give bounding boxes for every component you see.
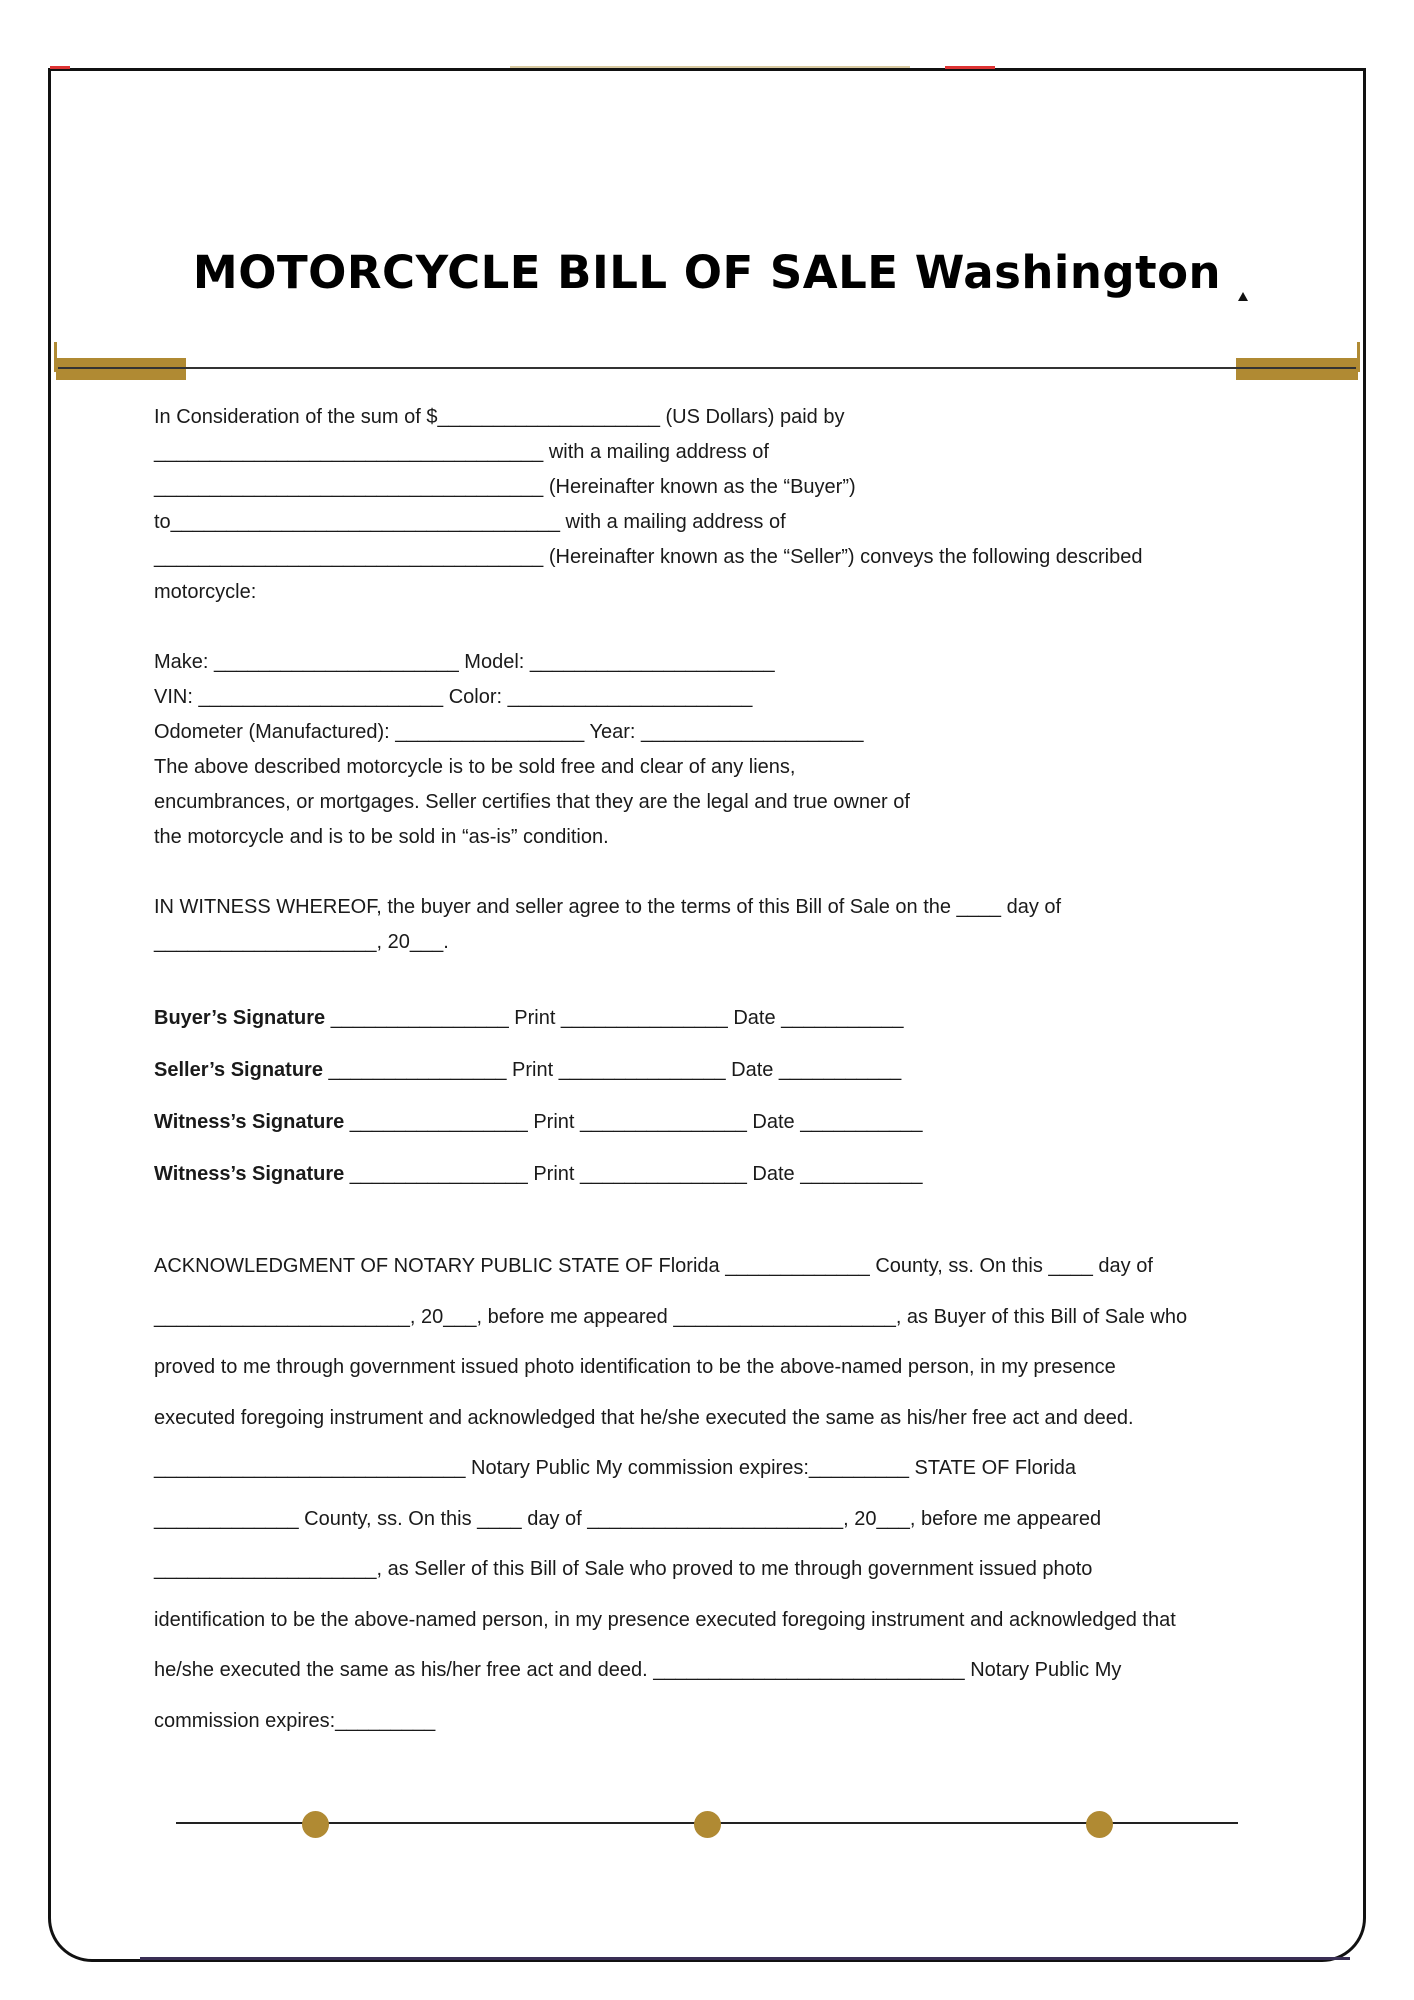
witness-line: IN WITNESS WHEREOF, the buyer and seller agree to the terms of this Bill of Sale on the ____ day of: [154, 896, 1062, 918]
intro-line: ___________________________________ (Hereinafter known as the “Buyer”): [154, 476, 856, 498]
footer-dot: [694, 1811, 721, 1838]
gold-bar-right: [1236, 358, 1358, 380]
signature-row: [154, 1005, 1274, 1057]
signature-row: [154, 1161, 1274, 1213]
signature-section: [154, 1005, 1274, 1213]
vehicle-line: encumbrances, or mortgages. Seller certifies that they are the legal and true owner of: [154, 791, 910, 813]
gold-bar-left: [56, 358, 186, 380]
notary-line: identification to be the above-named person, in my presence executed foregoing instrument and acknowledged that: [154, 1608, 1176, 1631]
notary-line: ____________________, as Seller of this Bill of Sale who proved to me through government issued photo: [154, 1558, 1093, 1580]
signature-label: Witness’s Signature: [154, 1163, 345, 1185]
document-title: MOTORCYCLE BILL OF SALE Washington: [192, 246, 1222, 299]
notary-line: _____________ County, ss. On this ____ day of _______________________, 20___, before me appeared: [154, 1507, 1102, 1530]
vehicle-line: The above described motorcycle is to be sold free and clear of any liens,: [154, 756, 796, 778]
intro-line: motorcycle:: [154, 581, 257, 603]
signature-fields: ________________ Print _______________ Date ___________: [322, 1059, 902, 1081]
vehicle-line: Make: ______________________ Model: ______________________: [154, 651, 775, 673]
notary-line: executed foregoing instrument and acknowledged that he/she executed the same as his/her free act and deed.: [154, 1406, 1134, 1429]
notary-line: ACKNOWLEDGMENT OF NOTARY PUBLIC STATE OF Florida _____________ County, ss. On this ____ day of: [154, 1255, 1153, 1277]
vehicle-line: the motorcycle and is to be sold in “as-is” condition.: [154, 826, 609, 848]
witness-line: ____________________, 20___.: [154, 931, 449, 953]
notary-line: he/she executed the same as his/her free act and deed. ____________________________ Notary Public My: [154, 1659, 1122, 1681]
intro-line: ___________________________________ (Hereinafter known as the “Seller”) conveys the following described: [154, 546, 1143, 568]
footer-dot: [302, 1811, 329, 1838]
signature-label: Seller’s Signature: [154, 1059, 323, 1081]
notary-line: commission expires:_________: [154, 1709, 436, 1732]
intro-line: In Consideration of the sum of $____________________ (US Dollars) paid by: [154, 406, 845, 428]
intro-line: to___________________________________ with a mailing address of: [154, 511, 786, 533]
top-mark-tan: [510, 66, 910, 68]
signature-row: [154, 1057, 1274, 1109]
intro-section: [154, 400, 1274, 960]
vehicle-line: VIN: ______________________ Color: ______________________: [154, 686, 753, 708]
signature-fields: ________________ Print _______________ Date ___________: [344, 1163, 923, 1185]
notary-line: ____________________________ Notary Public My commission expires:_________ STATE OF Florida: [154, 1457, 1077, 1479]
signature-row: [154, 1109, 1274, 1161]
notary-section: [154, 1253, 1294, 1758]
intro-line: ___________________________________ with a mailing address of: [154, 441, 769, 463]
signature-label: Witness’s Signature: [154, 1111, 345, 1133]
vehicle-line: Odometer (Manufactured): _________________ Year: ____________________: [154, 721, 864, 743]
signature-fields: ________________ Print _______________ Date ___________: [325, 1007, 904, 1029]
notary-line: _______________________, 20___, before me appeared ____________________, as Buyer of this Bill of Sale who: [154, 1305, 1188, 1328]
top-mark-red: [50, 66, 70, 69]
triangle-icon: [1238, 292, 1248, 301]
frame-bottom-accent: [140, 1957, 1350, 1960]
top-mark-red-right: [945, 66, 995, 69]
signature-label: Buyer’s Signature: [154, 1007, 326, 1029]
notary-line: proved to me through government issued photo identification to be the above-named person, in my presence: [154, 1356, 1116, 1378]
header-divider: [58, 367, 1356, 369]
footer-dot: [1086, 1811, 1113, 1838]
signature-fields: ________________ Print _______________ Date ___________: [344, 1111, 923, 1133]
